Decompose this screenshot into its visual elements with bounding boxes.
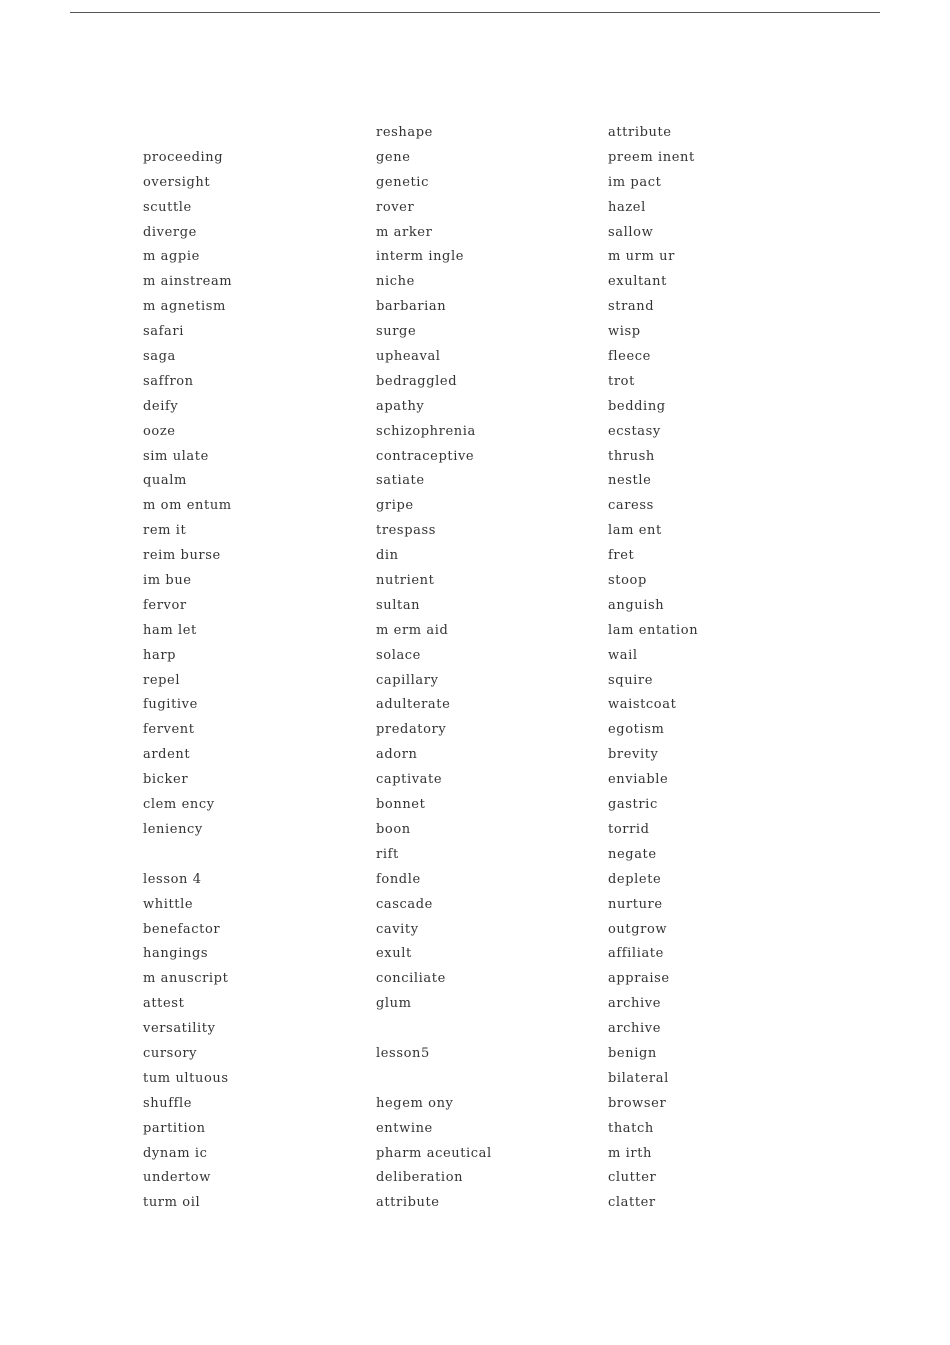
vocab-word: hazel: [608, 199, 646, 215]
vocab-word: m arker: [376, 224, 433, 240]
vocab-word: im pact: [608, 174, 662, 190]
vocab-word: fret: [608, 548, 635, 564]
vocab-word: torrid: [608, 821, 650, 837]
vocab-word: captivate: [376, 772, 443, 788]
vocab-word: exultant: [608, 274, 667, 290]
vocab-word: shuffle: [143, 1095, 193, 1111]
vocab-word: m ainstream: [143, 274, 233, 290]
vocab-word: trot: [608, 373, 635, 389]
blank-line: [376, 1017, 492, 1042]
vocab-word: upheaval: [376, 349, 441, 365]
vocab-word: deify: [143, 398, 179, 414]
vocab-word: entwine: [376, 1120, 433, 1136]
vocab-word: oversight: [143, 174, 211, 190]
vocab-word: adulterate: [376, 697, 451, 713]
vocab-word: sultan: [376, 597, 421, 613]
vocab-word: caress: [608, 498, 654, 514]
vocab-word: rem it: [143, 523, 187, 539]
vocab-word: cursory: [143, 1045, 198, 1061]
vocab-word: waistcoat: [608, 697, 677, 713]
vocab-word: m erm aid: [376, 622, 449, 638]
vocab-word: lam entation: [608, 622, 699, 638]
vocab-word: clutter: [608, 1170, 657, 1186]
vocab-word: pharm aceutical: [376, 1145, 492, 1161]
blank-line: [143, 843, 232, 868]
vocab-word: nurture: [608, 896, 663, 912]
vocab-word: archive: [608, 996, 662, 1012]
vocab-word: fervor: [143, 597, 187, 613]
vocab-word: sallow: [608, 224, 654, 240]
vocab-word: satiate: [376, 473, 425, 489]
vocab-word: exult: [376, 946, 412, 962]
header-rule: [70, 12, 880, 13]
vocab-word: sim ulate: [143, 448, 209, 464]
vocab-word: preem inent: [608, 149, 695, 165]
blank-line: [143, 121, 232, 146]
vocab-word: fondle: [376, 871, 421, 887]
vocab-word: boon: [376, 821, 411, 837]
vocab-word: fervent: [143, 722, 195, 738]
vocab-word: lesson 4: [143, 871, 202, 887]
vocab-word: bicker: [143, 772, 189, 788]
vocab-word: saga: [143, 349, 176, 365]
vocab-word: genetic: [376, 174, 429, 190]
vocab-word: bilateral: [608, 1070, 669, 1086]
vocab-word: trespass: [376, 523, 437, 539]
vocab-word: solace: [376, 647, 421, 663]
vocab-word: m om entum: [143, 498, 232, 514]
vocab-word: turm oil: [143, 1195, 201, 1211]
vocab-word: nutrient: [376, 573, 435, 589]
vocab-word: rover: [376, 199, 415, 215]
vocab-word: clem ency: [143, 797, 215, 813]
vocab-word: brevity: [608, 747, 659, 763]
vocab-word: bonnet: [376, 797, 426, 813]
blank-line: [376, 1067, 492, 1092]
vocab-word: attribute: [608, 125, 672, 140]
vocab-word: reim burse: [143, 548, 221, 564]
vocab-word: gene: [376, 149, 411, 165]
vocab-word: diverge: [143, 224, 197, 240]
vocab-word: outgrow: [608, 921, 668, 937]
vocab-word: benefactor: [143, 921, 221, 937]
vocab-word: gripe: [376, 498, 414, 514]
vocab-word: thatch: [608, 1120, 654, 1136]
vocab-word: nestle: [608, 473, 652, 489]
vocab-word: browser: [608, 1095, 667, 1111]
vocab-word: bedraggled: [376, 373, 458, 389]
vocab-word: repel: [143, 672, 181, 688]
vocab-word: partition: [143, 1120, 206, 1136]
vocab-word: stoop: [608, 573, 647, 589]
vocab-word: fleece: [608, 349, 651, 365]
vocab-word: strand: [608, 299, 655, 315]
vocab-word: predatory: [376, 722, 447, 738]
vocab-word: archive: [608, 1021, 662, 1037]
vocab-word: negate: [608, 846, 657, 862]
vocab-word: harp: [143, 647, 177, 663]
vocab-word: din: [376, 548, 399, 564]
vocab-word: dynam ic: [143, 1145, 208, 1161]
vocab-word: thrush: [608, 448, 655, 464]
vocab-word: appraise: [608, 971, 670, 987]
vocab-word: m agnetism: [143, 299, 226, 315]
vocab-word: proceeding: [143, 149, 224, 165]
vocab-word: anguish: [608, 597, 665, 613]
vocab-word: attest: [143, 996, 185, 1012]
vocab-word: rift: [376, 846, 399, 862]
vocab-word: m anuscript: [143, 971, 229, 987]
vocab-word: cavity: [376, 921, 419, 937]
vocab-word: m urm ur: [608, 249, 675, 265]
vocab-word: ardent: [143, 747, 191, 763]
vocab-word: adorn: [376, 747, 418, 763]
vocab-word: whittle: [143, 896, 194, 912]
vocab-word: m irth: [608, 1145, 653, 1161]
vocab-word: affiliate: [608, 946, 664, 962]
vocab-word: deplete: [608, 871, 662, 887]
vocab-word: capillary: [376, 672, 439, 688]
vocab-word: clatter: [608, 1195, 656, 1211]
word-column-1: [143, 121, 232, 1216]
vocab-word: ecstasy: [608, 423, 661, 439]
vocab-word: deliberation: [376, 1170, 464, 1186]
vocab-word: undertow: [143, 1170, 211, 1186]
vocab-word: m agpie: [143, 249, 200, 265]
vocab-word: wail: [608, 647, 638, 663]
vocab-word: fugitive: [143, 697, 198, 713]
vocab-word: surge: [376, 324, 417, 340]
vocab-word: interm ingle: [376, 249, 465, 265]
vocab-word: qualm: [143, 473, 187, 489]
vocab-word: safari: [143, 324, 184, 340]
vocab-word: gastric: [608, 797, 658, 813]
vocab-word: saffron: [143, 373, 194, 389]
vocab-word: attribute: [376, 1195, 440, 1211]
vocab-word: scuttle: [143, 199, 192, 215]
vocab-word: im bue: [143, 573, 192, 589]
vocab-word: tum ultuous: [143, 1070, 229, 1086]
vocab-word: squire: [608, 672, 654, 688]
vocab-word: versatility: [143, 1021, 216, 1037]
vocab-word: bedding: [608, 398, 666, 414]
word-column-2: [376, 121, 492, 1216]
vocab-word: ooze: [143, 423, 176, 439]
word-column-3: [608, 121, 698, 1216]
vocab-word: ham let: [143, 622, 197, 638]
vocab-word: barbarian: [376, 299, 447, 315]
vocab-word: conciliate: [376, 971, 446, 987]
vocab-word: reshape: [376, 125, 433, 140]
vocab-word: lesson5: [376, 1045, 430, 1061]
vocab-word: lam ent: [608, 523, 662, 539]
vocab-word: contraceptive: [376, 448, 475, 464]
vocab-word: wisp: [608, 324, 641, 340]
vocab-word: benign: [608, 1045, 657, 1061]
vocab-word: cascade: [376, 896, 433, 912]
vocab-word: hegem ony: [376, 1095, 454, 1111]
vocab-word: schizophrenia: [376, 423, 476, 439]
vocab-word: niche: [376, 274, 415, 290]
vocab-word: leniency: [143, 821, 203, 837]
vocab-word: apathy: [376, 398, 425, 414]
vocab-word: glum: [376, 996, 412, 1012]
vocab-word: enviable: [608, 772, 669, 788]
vocab-word: egotism: [608, 722, 665, 738]
vocab-word: hangings: [143, 946, 209, 962]
